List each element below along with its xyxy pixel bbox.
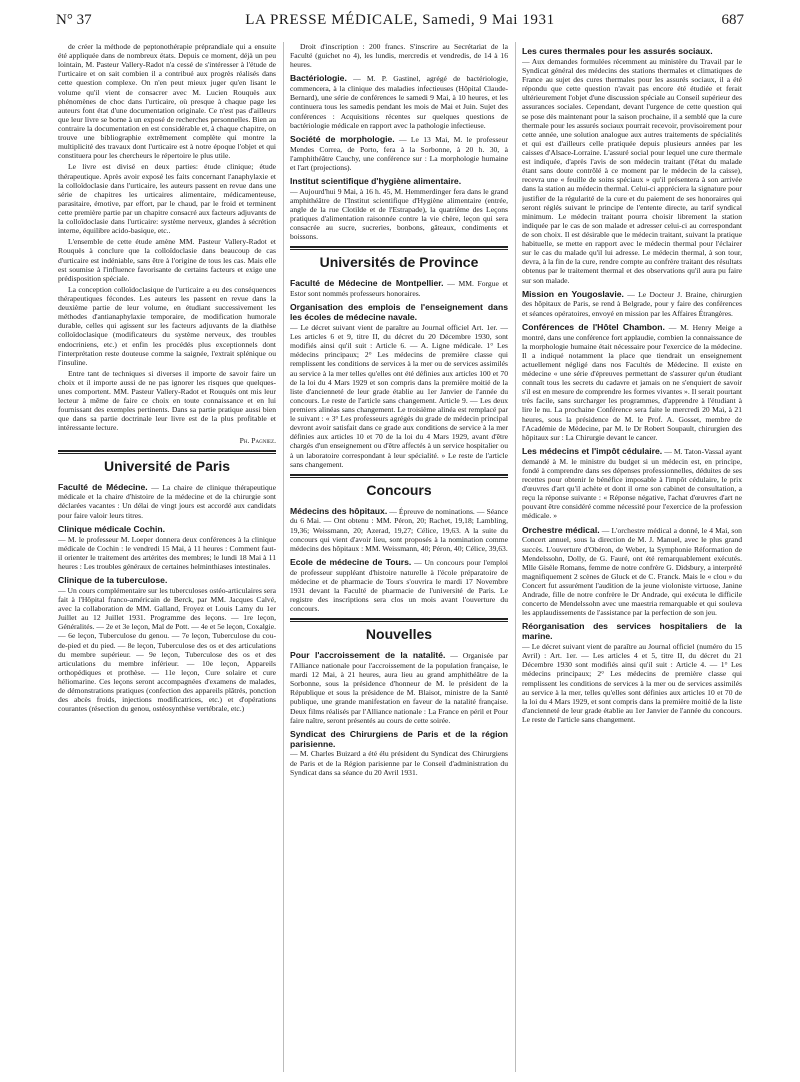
- news-item: [522, 447, 742, 521]
- item-heading: Mission en Yougoslavie.: [522, 288, 624, 299]
- item-text: — Un cours complémentaire sur les tuberculoses ostéo-articulaires sera fait à l'Hôpital franco-américain de Berck, par MM. Jacques Calvé, avec la collaboration de MM. Galland, Froyez et Louis Lamy du 1er Juillet au 12 Juillet 1931. Programme des leçons. — 1re leçon, Généralités. — 2e et 3e leçon, Mal de Pott. — 4e et 5e leçon, Coxalgie. — 6e leçon, Tuberculose du genou. — 7e leçon, Tuberculose du cou-de-pied et du pied. — 8e leçon, Tuberculose des os et des articulations du membre supérieur. — 9e leçon, Tuberculose des os et des articulations du membre inférieur. — 10e leçon, Appareils orthopédiques et prothèse. — 11e leçon, Cure solaire et cure héliomarine. Ces leçons seront accompagnées d'examens de malades, de démonstrations pratiques (confection des appareils plâtrés, ponction des abcès froids, injections modificatrices, etc.) et d'opérations courantes (résection du genou, ostéosynthèse vertébrale, etc.): [58, 585, 276, 714]
- news-item: [522, 323, 742, 442]
- column-divider: [283, 42, 284, 1072]
- item-text: — MM. Forgue et Estor sont nommés professeurs honoraires.: [290, 279, 508, 299]
- item-heading: Pour l'accroissement de la natalité.: [290, 650, 446, 661]
- news-item: [290, 303, 508, 469]
- item-text: — L'orchestre médical a donné, le 4 Mai, son Concert annuel, sous la direction de M. J. Manuel, avec le plus grand succès. L'ouverture d'Obéron, de Weber, la Symphonie Réformation de Mendelssohn, Dolly, de G. Fauré, ont été remarquablement exécutés. Mlle Gisèle Romans, femme de notre confrère G. Didsbury, a interprété magnifiquement 2 scènes de Gluck et de C. Franck. Mais le « clou » du Concert fut assurément l'audition de la jeune violoniste virtuose, Janine Andrade, fille de notre confrère le Dr Andrade, qui exécuta le difficile concerto de Mendelssohn avec une maestria remarquable et qui souleva les applaudissements de l'assistance par la perfection de son jeu.: [522, 525, 742, 618]
- column-3: [522, 42, 742, 1072]
- item-heading: Conférences de l'Hôtel Chambon.: [522, 321, 665, 332]
- item-text: — Le 13 Mai, M. le professeur Mendes Correa, de Porto, fera à la Sorbonne, à 20 h. 30, à l'amphithéâtre Cauchy, une conférence sur : La morphologie humaine et l'art (projections).: [290, 134, 508, 172]
- page-header: [50, 12, 750, 34]
- item-heading: Clinique de la tuberculose.: [58, 575, 168, 586]
- page-number: 687: [721, 12, 744, 28]
- news-item: [58, 483, 276, 520]
- item-text: — Le décret suivant vient de paraître au Journal officiel Art. 1er. — Les articles 6 et 9, titre II, du décret du 20 Décembre 1930, sont modifiés ainsi qu'il suit : Article 6. — A. Ligne médicale. 1° Les médecins principaux; 2° Les médecins de première classe qui remplissent les conditions de services à la mer ou de services assimilés au service à la mer telles qu'elles ont été définies aux articles 100 et 70 de la loi du 4 Mars 1929 et son compris dans la première moitié de la liste d'ancienneté de leur grade établie au 1er Janvier de l'année du concours. Le reste de l'article sans changement. Article 9. — Les deux premiers alinéas sans changement. Le troisième alinéa est remplacé par le suivant : « 3° Les professeurs agrégés du grade de médecin principal devront avoir satisfait dans ce grade aux conditions de service à la mer définies aux articles 10 et 70 de la loi du 4 Mars 1929, avant d'être chargés d'un enseignement ou d'être affectés à un service hospitalier ou à un laboratoire correspondant à leur spécialité. » Le reste de l'article sans changement.: [290, 323, 508, 469]
- section-title-concours: Concours: [366, 481, 432, 498]
- section-title-nouvelles: Nouvelles: [365, 626, 433, 643]
- news-item: [290, 74, 508, 129]
- review-paragraph: La conception colloïdoclasique de l'urticaire a eu des conséquences thérapeutiques fécondes. Les auteurs les passent en revue dans la deuxième partie de leur volume, en étudiant successivement les méthodes d'antianaphylaxie temporaire, de modification humorale durable, celles qui agissent sur les facteurs adjuvants de la diathèse colloïdoclasique (modificateurs du système nerveux, des troubles endocriniens, etc.) et enfin les procédés plus exceptionnels dont l'interprétation reste douteuse comme la saignée, l'extrait splénique ou l'insuline.: [58, 284, 276, 367]
- news-item: [290, 651, 508, 725]
- news-item: [522, 290, 742, 318]
- news-item: [290, 507, 508, 553]
- news-item: [290, 279, 508, 298]
- item-text: — M. le professeur M. Loeper donnera deux conférences à la clinique médicale de Cochin : le vendredi 15 Mai, à 11 heures : Comment faut-il orienter le traitement des artérites des membres; le lundi 18 Mai à 11 heures : Les troubles généraux de certaines helminthiases intestinales.: [58, 534, 276, 571]
- item-heading: Organisation des emplois de l'enseignement dans les écoles de médecine navale.: [290, 302, 508, 323]
- item-text: — M. Taton-Vassal ayant demandé à M. le ministre du budget si un médecin est, en principe, fondé à comprendre dans ses dépenses professionnelles, déduites de ses recettes pour obtenir le bénéfice imposable à l'impôt cédulaire, le prix d'œuvres d'art qu'il achète et dont il orne son cabinet de consultation, a reçu la réponse suivante : « Réponse négative, l'achat d'œuvres d'art ne pouvant être considéré comme nécessité pour l'exercice de la profession médicale. »: [522, 446, 742, 521]
- news-item: [522, 47, 742, 285]
- section-title-province: Universités de Province: [319, 254, 479, 271]
- item-text: — M. Henry Meige a montré, dans une conférence fort applaudie, combien la connaissance de la morphologie humaine était nécessaire pour l'exercice de la médecine. Il a indiqué notamment la place que tiendrait un enseignement actuellement négligé dans nos Facultés de Médecine. Il existe en médecine « une série d'épreuves permettant de s'assurer qu'un étudiant connaît tous les secrets du cadavre et jamais on ne s'enquiert de savoir s'il est en mesure de comprendre les formes vivantes ». Il serait pourtant très facile, sans surcharger les programmes, d'apprendre à l'étudiant à lire le nu. La prochaine Conférence sera faite le mercredi 20 Mai, à 21 heures, sous la présidence de M. le Prof. A. Gosset, membre de l'Académie de Médecine, par M. le Dr Robert Soupault, chirurgien des hôpitaux sur : La Chirurgie devant le cancer.: [522, 322, 742, 442]
- item-heading: Clinique médicale Cochin.: [58, 523, 165, 534]
- item-text: — Le décret suivant vient de paraître au Journal officiel (numéro du 15 Avril) : Art. 1er. — Les articles 4 et 5, titre II, du décret du 21 Décembre 1930 sont modifiés ainsi qu'il suit : Article 4. — 1° Les médecins principaux; 2° Les médecins de première classe qui remplissent les conditions de services à la mer ou de services assimilés au service à la mer, telles qu'elles sont définies aux articles 10 et 70 de la loi du 4 Mars 1929, et sont compris dans la première moitié de la liste d'ancienneté de leur grade établie au 1er Janvier de l'année du concours. Le reste de l'article sans changement.: [522, 642, 742, 725]
- item-text: — M. P. Gastinel, agrégé de bactériologie, commencera, à la clinique des maladies infectieuses (Hôpital Claude-Bernard), une série de conférences le samedi 9 Mai, à 10 heures, et les continuera tous les samedis pendant les mois de Mai et Juin. Sujet des conférences : Acquisitions récentes sur quelques questions de bactériologie médicale en rapport avec la pathologie infectieuse.: [290, 74, 508, 130]
- news-item: [290, 558, 508, 613]
- item-text: — Épreuve de nominations. — Séance du 6 Mai. — Ont obtenu : MM. Péron, 20; Rachet, 19,18; Lambling, 19,36; Weissmann, 20; Azerad, 19,27; Célice, 19,63. A la suite du concours qui vient d'avoir lieu, sont proposés à la nomination comme médecins des hôpitaux : MM. Weissmann, 40; Péron, 40; Célice, 39,63.: [290, 506, 508, 553]
- news-item: [290, 177, 508, 242]
- section-rule: [290, 618, 508, 622]
- news-item: [58, 576, 276, 713]
- item-text: — La chaire de clinique thérapeutique médicale et la chaire d'histoire de la médecine et de la chirurgie sont déclarées vacantes : Un délai de vingt jours est accordé aux candidats pour faire valoir leurs titres.: [58, 482, 276, 520]
- issue-number: N° 37: [56, 12, 92, 28]
- column-2: [290, 42, 508, 1072]
- item-heading: Les cures thermales pour les assurés sociaux.: [522, 46, 713, 56]
- item-heading: Faculté de Médecine.: [58, 481, 148, 492]
- section-title-paris: Université de Paris: [103, 457, 231, 474]
- review-paragraph: de créer la méthode de peptonothérapie préprandiale qui a ensuite été appliquée dans de nombreux états. Depuis ce moment, déjà un peu lointain, M. Pasteur Vallery-Radot n'a cessé de s'intéresser à l'étude de l'urticaire et on sait combien il a contribué aux progrès réalisés dans cette question complexe. On n'en peut mieux juger qu'en lisant le volume qu'il vient de consacrer avec M. Lucien Rouquès aux phénomènes de choc dans l'urticaire, où presque à chaque page les auteurs font état d'une documentation originale. Ce n'est pas d'ailleurs que leur livre se borne à un exposé de recherches personnelles. Bien au contraire la documentation en est considérable et, à chaque chapitre, on trouve une bibliographie extrêmement complète qui montre la multiplicité des travaux dont l'urticaire est à notre époque l'objet et qui constituera pour les chercheurs le répertoire le plus utile.: [58, 42, 276, 161]
- column-divider: [515, 42, 516, 1072]
- news-item: [58, 525, 276, 571]
- review-paragraph: L'ensemble de cette étude amène MM. Pasteur Vallery-Radot et Rouquès à conclure que la colloïdoclasie dans beaucoup de cas d'urticaire est indéniable, sans être à l'origine de tous les cas. Mais elle est soumise à l'influence favorisante de certains facteurs et exige une prédisposition spéciale.: [58, 237, 276, 283]
- review-paragraph: Le livre est divisé en deux parties: étude clinique; étude thérapeutique. Après avoir exposé les faits concernant l'anaphylaxie et la colloïdoclasie dans l'urticaire, les auteurs passent en revue dans une série de chapitres les urticaires alimentaire, médicamenteuse, parasitaire, émotive, par effort, par le chaud, par le froid et terminent cette première partie par un chapitre consacré aux facteurs adjuvants de la colloïdoclasie dans l'urticaire: système nerveux, glandes à sécrétion interne, équilibre acido-basique, etc..: [58, 162, 276, 236]
- item-heading: Faculté de Médecine de Montpellier.: [290, 278, 444, 289]
- section-rule: [58, 450, 276, 454]
- section-rule: [290, 474, 508, 478]
- paragraph: Droit d'inscription : 200 francs. S'inscrire au Secrétariat de la Faculté (guichet no 4), les lundis, mercredis et vendredis, de 14 à 16 heures.: [290, 42, 508, 70]
- item-text: — Le Docteur J. Braine, chirurgien des hôpitaux de Paris, se rend à Belgrade, pour y faire des conférences et séances opératoires, envoyé en mission par les Affaires Étrangères.: [522, 289, 742, 318]
- item-heading: Institut scientifique d'hygiène alimentaire.: [290, 175, 462, 186]
- item-heading: Ecole de médecine de Tours.: [290, 556, 412, 567]
- item-heading: Bactériologie.: [290, 73, 347, 84]
- column-1: [58, 42, 276, 1072]
- item-heading: Syndicat des Chirurgiens de Paris et de la région parisienne.: [290, 728, 508, 749]
- news-item: [522, 622, 742, 724]
- item-text: — Aujourd'hui 9 Mai, à 16 h. 45, M. Hemmerdinger fera dans le grand amphithéâtre de l'Institut scientifique d'Hygiène alimentaire (entrée, angle de la rue Clotilde et de l'Estrapade), la quatrième des Leçons pratiques d'alimentation raisonnée contre la vie chère, leçon qui sera consacrée au sucre, sucreries, bonbons, gâteaux, condiments et boissons.: [290, 186, 508, 242]
- news-item: [290, 730, 508, 777]
- item-text: — Aux demandes formulées récemment au ministère du Travail par le Syndicat général des médecins des stations thermales et climatiques de France au sujet des cures thermales pour les assurés sociaux, il a été répondu que cette question n'avait pas encore été étudiée et ferait ultérieurement l'objet d'une discussion spéciale au Conseil supérieur des assurances sociales. Cependant, devant l'urgence de cette question qui se pose dès maintenant pour la saison prochaine, il a semblé que la cure thermale pour les assurés sociaux pourrait recevoir, provisoirement pour cette année, une solution analogue aux autres traitements de spécialités et qui est d'ailleurs celle pratiquée depuis plusieurs années par les caisses d'Alsace-Lorraine. L'assuré social pour lequel une cure thermale est indiquée, d'après l'avis de son médecin traitant (l'état du malade étant sans doute contrôlé à ce moment par le médecin de la caisse), recevra une « feuille de soins spéciaux » qu'il présentera à son arrivée dans la station au médecin thermal. Celui-ci appréciera la signature pour justifier de la régularité de la cure et du paiement de ses honoraires qui seront réglés suivant le principe de l'entente directe, au tarif syndical minimum. Le médecin traitant pourra choisir librement la station indiquée par le cas de son malade et adresser celui-ci au correspondant de son choix. Il est désirable que le médecin traitant, suivant la pratique habituelle, se mette en rapport avec le médecin thermal pour l'éclairer sur le cas du malade qu'il lui adresse. Le médecin thermal, à son tour, devra, à la fin de la cure, rendre compte au confrère traitant des résultats obtenus par le traitement thermal et des observations qu'il aura pu faire sur son malade.: [522, 56, 742, 285]
- review-paragraph: Entre tant de techniques si diverses il importe de savoir faire un choix et il importe aussi de ne pas ignorer les risques que quelques-unes comportent. MM. Pasteur Vallery-Radot et Rouquès ont mis leur lecteur à même de faire ce choix en toute connaissance et en lui fournissant des exemples pertinents. Dans sa partie pratique aussi bien que dans sa partie doctrinale leur livre est de la plus profitable et intéressante lecture.: [58, 368, 276, 433]
- section-rule: [290, 246, 508, 250]
- item-heading: Médecins des hôpitaux.: [290, 505, 388, 516]
- news-item: [290, 135, 508, 172]
- item-heading: Orchestre médical.: [522, 524, 600, 535]
- item-heading: Les médecins et l'impôt cédulaire.: [522, 445, 663, 456]
- journal-title: LA PRESSE MÉDICALE, Samedi, 9 Mai 1931: [245, 12, 555, 28]
- news-item: [522, 526, 742, 618]
- item-heading: Société de morphologie.: [290, 133, 395, 144]
- item-text: — M. Charles Buizard a été élu président du Syndicat des Chirurgiens de Paris et de la Région parisienne par le Conseil d'administration du Syndicat dans sa séance du 20 Avril 1931.: [290, 749, 508, 777]
- item-heading: Réorganisation des services hospitaliers de la marine.: [522, 621, 742, 642]
- review-signature: Ph. Pagniez.: [239, 435, 276, 445]
- item-text: — Organisée par l'Alliance nationale pour l'accroissement de la population française, le mardi 12 Mai, à 21 heures, aura lieu au grand amphithéâtre de la Sorbonne, sous la présidence d'honneur de M. le président de la République et sous la présidence de M. Blaisot, ministre de la Santé publique, une grande manifestation en faveur de la natalité française. Deux films réalisés par l'Alliance nationale : La France en péril et Pour faire naître, seront présentés au cours de cette soirée.: [290, 651, 508, 725]
- item-text: — Un concours pour l'emploi de professeur suppléant d'histoire naturelle à l'école préparatoire de médecine et de pharmacie de Tours s'ouvrira le mardi 17 Novembre 1931 devant la Faculté de pharmacie de l'université de Paris. Le registre des inscriptions sera clos un mois avant l'ouverture du concours.: [290, 557, 508, 614]
